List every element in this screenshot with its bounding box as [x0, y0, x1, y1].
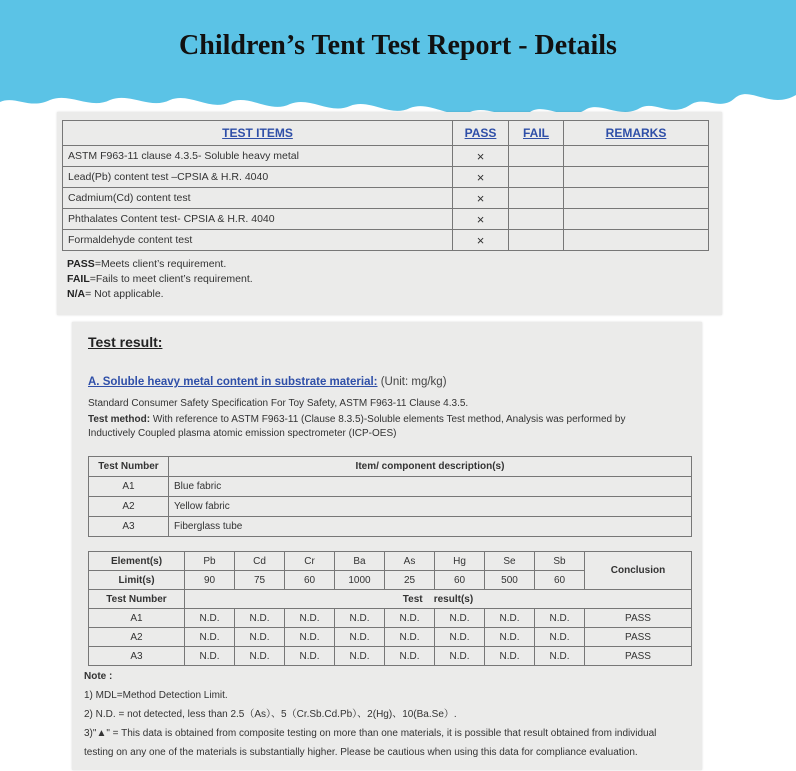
- result-value: N.D.: [385, 609, 435, 628]
- fail-mark: [509, 167, 564, 188]
- table-row: [89, 647, 692, 666]
- result-value: N.D.: [535, 628, 585, 647]
- header-remarks: REMARKS: [564, 121, 709, 146]
- test-item: Formaldehyde content test: [63, 230, 453, 251]
- result-value: N.D.: [235, 628, 285, 647]
- remarks-cell: [564, 209, 709, 230]
- result-value: N.D.: [385, 647, 435, 666]
- sample-description: Blue fabric: [169, 477, 692, 497]
- test-item: Cadmium(Cd) content test: [63, 188, 453, 209]
- result-value: N.D.: [435, 628, 485, 647]
- table-row: [63, 209, 709, 230]
- result-conclusion: PASS: [585, 628, 692, 647]
- result-value: N.D.: [185, 647, 235, 666]
- result-number: A2: [89, 628, 185, 647]
- result-value: N.D.: [185, 609, 235, 628]
- limit-value: 500: [485, 571, 535, 590]
- limit-value: 90: [185, 571, 235, 590]
- note-item: 2) N.D. = not detected, less than 2.5（As）、5（Cr.Sb.Cd.Pb）、2(Hg)、10(Ba.Se）.: [84, 709, 457, 720]
- limit-value: 60: [285, 571, 335, 590]
- element-name: Hg: [435, 552, 485, 571]
- result-value: N.D.: [235, 609, 285, 628]
- remarks-cell: [564, 146, 709, 167]
- result-value: N.D.: [335, 609, 385, 628]
- header-test-items: TEST ITEMS: [63, 121, 453, 146]
- element-name: Cd: [235, 552, 285, 571]
- result-value: N.D.: [485, 609, 535, 628]
- result-value: N.D.: [535, 647, 585, 666]
- standard-text: Standard Consumer Safety Specification For Toy Safety, ASTM F963-11 Clause 4.3.5.: [88, 398, 469, 409]
- summary-table: [62, 120, 709, 251]
- limits-label: Limit(s): [89, 571, 185, 590]
- limit-value: 1000: [335, 571, 385, 590]
- elements-row: [89, 552, 692, 571]
- element-name: As: [385, 552, 435, 571]
- result-value: N.D.: [535, 609, 585, 628]
- result-value: N.D.: [235, 647, 285, 666]
- sample-number: A1: [89, 477, 169, 497]
- note-item: 1) MDL=Method Detection Limit.: [84, 690, 228, 701]
- element-name: Se: [485, 552, 535, 571]
- note-title: Note :: [84, 671, 113, 682]
- element-name: Pb: [185, 552, 235, 571]
- result-conclusion: PASS: [585, 647, 692, 666]
- note-item: 3)"▲" = This data is obtained from composite testing on more than one materials, it is possible that result obtained from individual: [84, 728, 657, 739]
- header-fail: FAIL: [509, 121, 564, 146]
- remarks-cell: [564, 188, 709, 209]
- result-value: N.D.: [285, 609, 335, 628]
- pass-mark: ×: [453, 230, 509, 251]
- result-value: N.D.: [435, 647, 485, 666]
- sample-description: Fiberglass tube: [169, 517, 692, 537]
- pass-mark: ×: [453, 188, 509, 209]
- limit-value: 25: [385, 571, 435, 590]
- table-row: [63, 188, 709, 209]
- limit-value: 60: [535, 571, 585, 590]
- result-number: A1: [89, 609, 185, 628]
- fail-mark: [509, 230, 564, 251]
- result-header-row: [89, 590, 692, 609]
- limit-value: 60: [435, 571, 485, 590]
- result-heading: Test result:: [88, 334, 163, 350]
- table-row: [89, 628, 692, 647]
- results-table: [88, 551, 692, 666]
- section-title: A. Soluble heavy metal content in substrate material: (Unit: mg/kg): [88, 376, 447, 388]
- test-item: Lead(Pb) content test –CPSIA & H.R. 4040: [63, 167, 453, 188]
- element-name: Ba: [335, 552, 385, 571]
- remarks-cell: [564, 230, 709, 251]
- table-row: [63, 230, 709, 251]
- element-name: Sb: [535, 552, 585, 571]
- sample-number: A3: [89, 517, 169, 537]
- element-name: Cr: [285, 552, 335, 571]
- test-item: ASTM F963-11 clause 4.3.5- Soluble heavy metal: [63, 146, 453, 167]
- result-value: N.D.: [385, 628, 435, 647]
- result-value: N.D.: [285, 628, 335, 647]
- fail-mark: [509, 209, 564, 230]
- pass-mark: ×: [453, 167, 509, 188]
- result-value: N.D.: [485, 628, 535, 647]
- legend-fail: FAIL=Fails to meet client’s requirement.: [67, 273, 253, 285]
- test-number-label: Test Number: [89, 590, 185, 609]
- method-text: Test method: With reference to ASTM F963-11 (Clause 8.3.5)-Soluble elements Test method, Analysis was performed by Inductively Coupled plasma atomic emission spectrometer (ICP-OES): [88, 414, 626, 439]
- table-row: [89, 477, 692, 497]
- legend: [67, 257, 253, 302]
- test-item: Phthalates Content test- CPSIA & H.R. 4040: [63, 209, 453, 230]
- notes: [84, 667, 694, 762]
- table-row: [89, 609, 692, 628]
- test-result-label: Test result(s): [185, 590, 692, 609]
- result-value: N.D.: [335, 628, 385, 647]
- pass-mark: ×: [453, 209, 509, 230]
- summary-header-row: [63, 121, 709, 146]
- remarks-cell: [564, 167, 709, 188]
- result-value: N.D.: [335, 647, 385, 666]
- result-number: A3: [89, 647, 185, 666]
- limit-value: 75: [235, 571, 285, 590]
- sample-header-row: [89, 457, 692, 477]
- result-value: N.D.: [185, 628, 235, 647]
- table-row: [63, 146, 709, 167]
- section-unit: (Unit: mg/kg): [380, 376, 447, 388]
- fail-mark: [509, 146, 564, 167]
- sample-table: [88, 456, 692, 537]
- legend-na: N/A= Not applicable.: [67, 288, 164, 300]
- fail-mark: [509, 188, 564, 209]
- conclusion-header: Conclusion: [585, 552, 692, 590]
- header-pass: PASS: [453, 121, 509, 146]
- header-description: Item/ component description(s): [169, 457, 692, 477]
- result-value: N.D.: [285, 647, 335, 666]
- summary-sheet: [57, 112, 722, 315]
- header-test-number: Test Number: [89, 457, 169, 477]
- table-row: [89, 497, 692, 517]
- sample-description: Yellow fabric: [169, 497, 692, 517]
- result-value: N.D.: [485, 647, 535, 666]
- legend-pass: PASS=Meets client’s requirement.: [67, 258, 227, 270]
- table-row: [63, 167, 709, 188]
- result-conclusion: PASS: [585, 609, 692, 628]
- page-title: Children’s Tent Test Report - Details: [179, 30, 617, 61]
- result-value: N.D.: [435, 609, 485, 628]
- note-item: testing on any one of the materials is substantially higher. Please be cautious when using this data for compliance evaluation.: [84, 747, 638, 758]
- elements-label: Element(s): [89, 552, 185, 571]
- result-sheet: [72, 322, 702, 770]
- pass-mark: ×: [453, 146, 509, 167]
- sample-number: A2: [89, 497, 169, 517]
- table-row: [89, 517, 692, 537]
